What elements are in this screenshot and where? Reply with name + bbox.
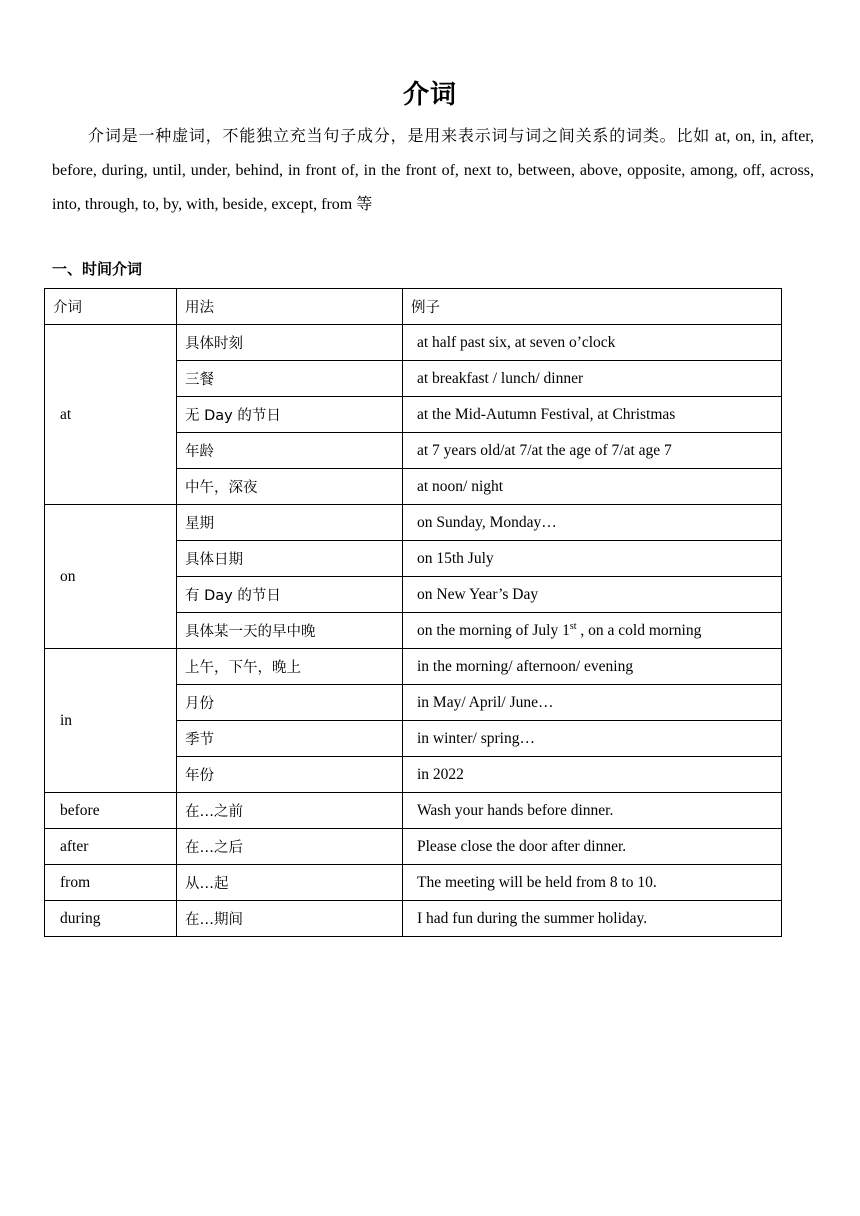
example-cell: on New Year’s Day (403, 577, 782, 613)
preposition-cell: on (45, 505, 177, 649)
example-cell: at half past six, at seven o’clock (403, 325, 782, 361)
usage-cell: 中午，深夜 (177, 469, 403, 505)
preposition-cell: during (45, 901, 177, 937)
example-cell: Please close the door after dinner. (403, 829, 782, 865)
usage-cell: 具体某一天的早中晚 (177, 613, 403, 649)
example-cell: on 15th July (403, 541, 782, 577)
table-header-row (45, 289, 782, 325)
usage-cell: 年龄 (177, 433, 403, 469)
example-cell: in the morning/ afternoon/ evening (403, 649, 782, 685)
header-usage: 用法 (177, 289, 403, 325)
preposition-cell: in (45, 649, 177, 793)
example-cell: The meeting will be held from 8 to 10. (403, 865, 782, 901)
usage-cell: 年份 (177, 757, 403, 793)
table-row (45, 793, 782, 829)
usage-cell: 季节 (177, 721, 403, 757)
usage-cell: 有 Day 的节日 (177, 577, 403, 613)
usage-cell: 从…起 (177, 865, 403, 901)
table-row (45, 829, 782, 865)
example-cell: Wash your hands before dinner. (403, 793, 782, 829)
example-cell: in winter/ spring… (403, 721, 782, 757)
header-example: 例子 (403, 289, 782, 325)
example-cell: on Sunday, Monday… (403, 505, 782, 541)
usage-cell: 在…之后 (177, 829, 403, 865)
usage-cell: 星期 (177, 505, 403, 541)
usage-cell: 无 Day 的节日 (177, 397, 403, 433)
example-cell: in 2022 (403, 757, 782, 793)
usage-cell: 在…之前 (177, 793, 403, 829)
example-cell: at breakfast / lunch/ dinner (403, 361, 782, 397)
section-heading: 一、时间介词 (52, 260, 143, 278)
usage-cell: 上午，下午，晚上 (177, 649, 403, 685)
table-row (45, 325, 782, 361)
usage-cell: 月份 (177, 685, 403, 721)
table-row (45, 901, 782, 937)
example-text: , on a cold morning (576, 622, 702, 640)
preposition-cell: after (45, 829, 177, 865)
example-cell: I had fun during the summer holiday. (403, 901, 782, 937)
example-text: on the morning of July 1 (417, 622, 570, 640)
preposition-cell: at (45, 325, 177, 505)
example-cell: at the Mid-Autumn Festival, at Christmas (403, 397, 782, 433)
usage-cell: 具体时刻 (177, 325, 403, 361)
usage-cell: 具体日期 (177, 541, 403, 577)
intro-paragraph: 介词是一种虚词，不能独立充当句子成分，是用来表示词与词之间关系的词类。比如 at, on, in, after, before, during, until, under, behind, in front of, in the front of, next to, between, above, opposite, among, off, across, into, through, to, by, with, beside, except, from 等 (52, 128, 814, 213)
preposition-cell: before (45, 793, 177, 829)
example-cell: at 7 years old/at 7/at the age of 7/at age 7 (403, 433, 782, 469)
time-preposition-table (44, 288, 782, 937)
page-title: 介词 (402, 80, 457, 110)
ordinal-suffix: st (569, 620, 577, 632)
example-cell (403, 613, 782, 649)
table-row (45, 505, 782, 541)
preposition-cell: from (45, 865, 177, 901)
table-row (45, 865, 782, 901)
header-preposition: 介词 (45, 289, 177, 325)
table-row (45, 649, 782, 685)
usage-cell: 在…期间 (177, 901, 403, 937)
example-cell: in May/ April/ June… (403, 685, 782, 721)
example-cell: at noon/ night (403, 469, 782, 505)
usage-cell: 三餐 (177, 361, 403, 397)
